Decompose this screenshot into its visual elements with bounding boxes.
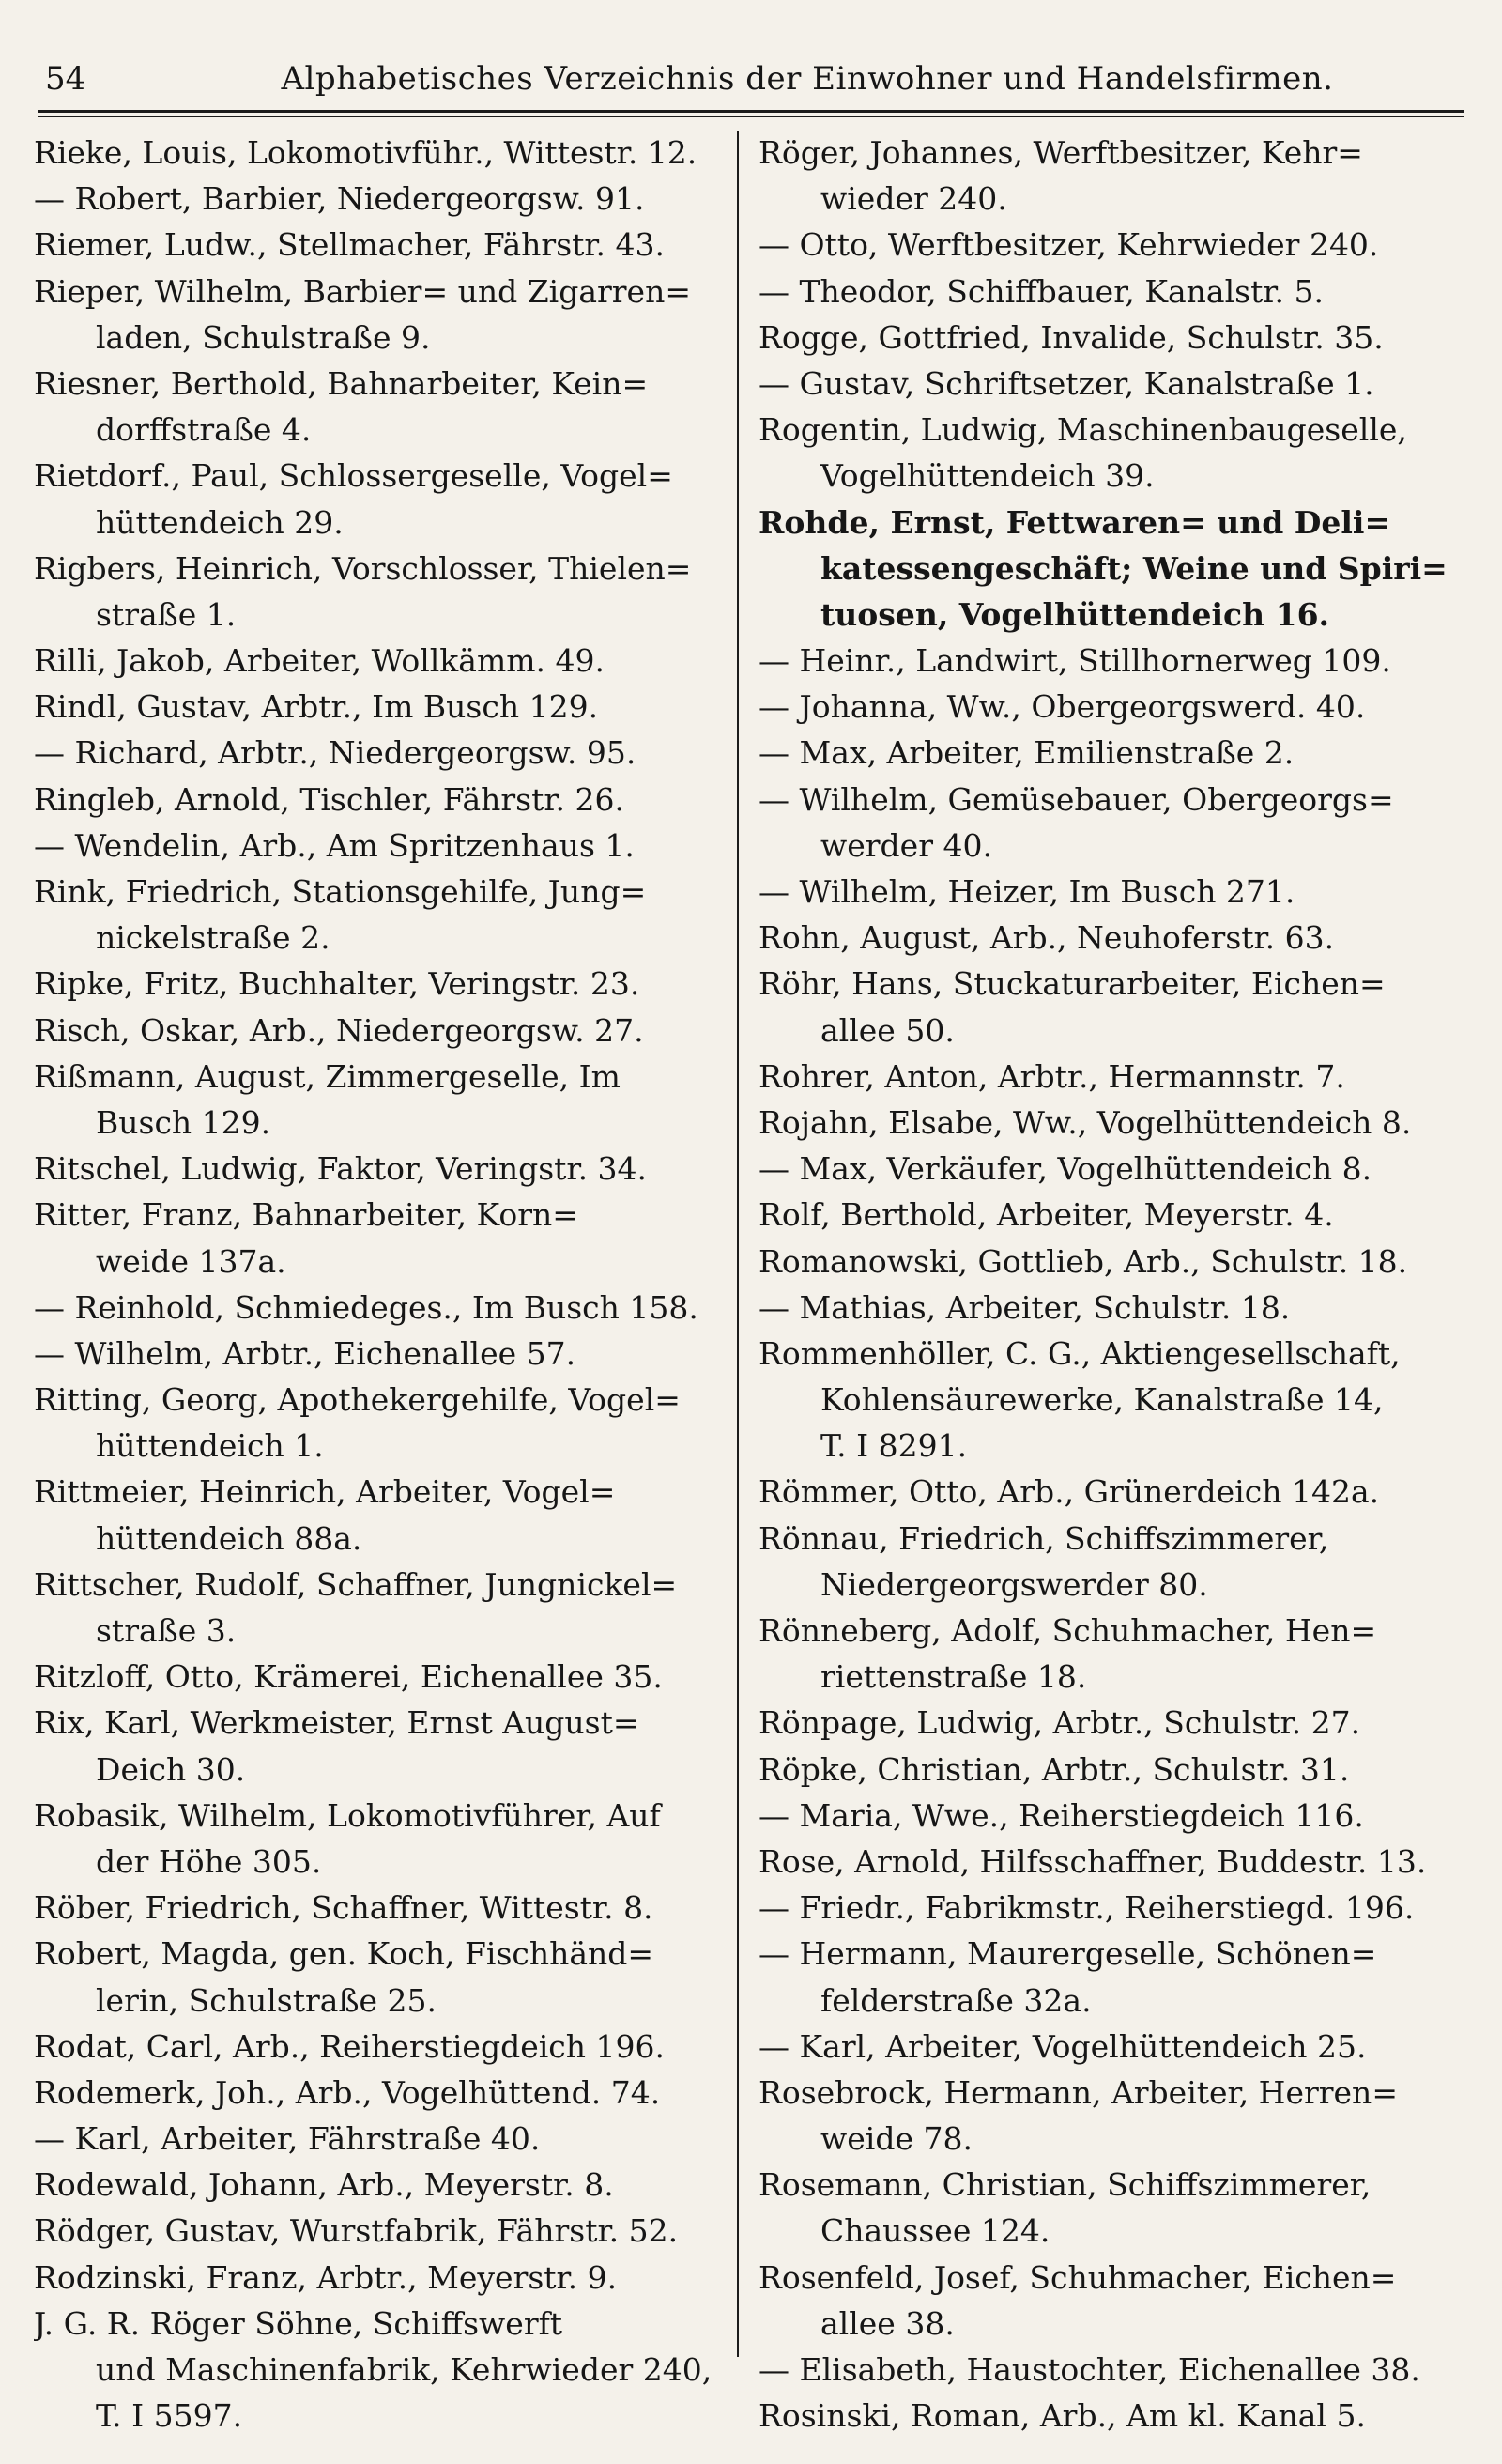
- directory-entry-line: — Otto, Werftbesitzer, Kehrwieder 240.: [759, 226, 1379, 264]
- directory-entry-line: Rodzinski, Franz, Arbtr., Meyerstr. 9.: [34, 2258, 618, 2296]
- entry-continuation-line: und Maschinenfabrik, Kehrwieder 240,: [96, 2351, 713, 2388]
- directory-entry-line: Riemer, Ludw., Stellmacher, Fährstr. 43.: [34, 226, 666, 264]
- directory-entry-line: — Karl, Arbeiter, Fährstraße 40.: [34, 2120, 541, 2158]
- directory-entry-line: Ritzloff, Otto, Krämerei, Eichenallee 35.: [34, 1658, 663, 1696]
- directory-entry-line: Rojahn, Elsabe, Ww., Vogelhüttendeich 8.: [759, 1103, 1412, 1141]
- directory-entry-line: J. G. R. Röger Söhne, Schiffswerft: [34, 2304, 563, 2342]
- entry-continuation-line: lerin, Schulstraße 25.: [96, 1981, 437, 2019]
- column-divider: [737, 131, 739, 2357]
- directory-entry-line: Ripke, Fritz, Buchhalter, Veringstr. 23.: [34, 965, 640, 1003]
- directory-entry-line: — Gustav, Schriftsetzer, Kanalstraße 1.: [759, 364, 1374, 402]
- entry-continuation-line: tuosen, Vogelhüttendeich 16.: [820, 595, 1330, 633]
- directory-entry-line: Rittmeier, Heinrich, Arbeiter, Vogel=: [34, 1473, 616, 1511]
- directory-entry-line: — Mathias, Arbeiter, Schulstr. 18.: [759, 1288, 1291, 1326]
- entry-continuation-line: allee 50.: [820, 1011, 955, 1049]
- directory-entry-line: Rosemann, Christian, Schiffszimmerer,: [759, 2166, 1372, 2204]
- directory-entry-line: Risch, Oskar, Arb., Niedergeorgsw. 27.: [34, 1011, 644, 1049]
- directory-entry-line: Robasik, Wilhelm, Lokomotivführer, Auf: [34, 1796, 661, 1834]
- entry-continuation-line: hüttendeich 1.: [96, 1427, 324, 1465]
- entry-continuation-line: wieder 240.: [820, 180, 1007, 218]
- directory-entry-line: Rigbers, Heinrich, Vorschlosser, Thielen=: [34, 549, 692, 587]
- directory-entry-line: — Heinr., Landwirt, Stillhornerweg 109.: [759, 642, 1391, 680]
- directory-entry-line: Rosenfeld, Josef, Schuhmacher, Eichen=: [759, 2258, 1397, 2296]
- entry-continuation-line: straße 3.: [96, 1612, 237, 1649]
- directory-entry-line: Rosebrock, Hermann, Arbeiter, Herren=: [759, 2073, 1398, 2111]
- directory-entry-line: Rix, Karl, Werkmeister, Ernst August=: [34, 1704, 639, 1742]
- directory-entry-line: Ritting, Georg, Apothekergehilfe, Vogel=: [34, 1381, 681, 1419]
- directory-entry-line: Ritter, Franz, Bahnarbeiter, Korn=: [34, 1196, 578, 1234]
- left-column: [34, 130, 725, 2439]
- directory-entry-line: Rohrer, Anton, Arbtr., Hermannstr. 7.: [759, 1057, 1345, 1095]
- directory-entry-line: Rogge, Gottfried, Invalide, Schulstr. 35.: [759, 318, 1384, 356]
- directory-entry-line: — Reinhold, Schmiedeges., Im Busch 158.: [34, 1288, 698, 1326]
- header-rule-thin: [38, 116, 1464, 117]
- page-header: [45, 49, 1457, 109]
- directory-entry-line: Rose, Arnold, Hilfsschaffner, Buddestr. 13.: [759, 1842, 1427, 1880]
- directory-entry-line: — Robert, Barbier, Niedergeorgsw. 91.: [34, 180, 645, 218]
- entry-continuation-line: der Höhe 305.: [96, 1842, 322, 1880]
- directory-entry-line: — Elisabeth, Haustochter, Eichenallee 38.: [759, 2351, 1420, 2388]
- entry-continuation-line: werder 40.: [820, 826, 992, 864]
- entry-continuation-line: hüttendeich 29.: [96, 503, 344, 541]
- directory-entry-line: Ringleb, Arnold, Tischler, Fährstr. 26.: [34, 780, 624, 818]
- page-number: 54: [45, 60, 86, 98]
- directory-entry-line: Riesner, Berthold, Bahnarbeiter, Kein=: [34, 364, 649, 402]
- directory-entry-line: Romanowski, Gottlieb, Arb., Schulstr. 18.: [759, 1242, 1408, 1280]
- entry-continuation-line: weide 137a.: [96, 1242, 286, 1280]
- directory-entry-line: Rieper, Wilhelm, Barbier= und Zigarren=: [34, 272, 691, 310]
- directory-entry-line: Rohn, August, Arb., Neuhoferstr. 63.: [759, 919, 1335, 957]
- entry-continuation-line: Kohlensäurewerke, Kanalstraße 14,: [820, 1381, 1384, 1419]
- directory-entry-line: Rosinski, Roman, Arb., Am kl. Kanal 5.: [759, 2397, 1366, 2435]
- directory-entry-line: Rommenhöller, C. G., Aktiengesellschaft,: [759, 1334, 1401, 1372]
- directory-entry-line: Röger, Johannes, Werftbesitzer, Kehr=: [759, 134, 1363, 171]
- directory-entry-line: — Theodor, Schiffbauer, Kanalstr. 5.: [759, 272, 1324, 310]
- entry-continuation-line: Chaussee 124.: [820, 2212, 1050, 2250]
- directory-entry-line: — Max, Verkäufer, Vogelhüttendeich 8.: [759, 1150, 1372, 1188]
- right-column: [759, 130, 1449, 2439]
- directory-entry-line: Rodat, Carl, Arb., Reiherstiegdeich 196.: [34, 2027, 665, 2065]
- directory-entry-line: — Friedr., Fabrikmstr., Reiherstiegd. 196.: [759, 1889, 1415, 1927]
- directory-entry-line: Rodewald, Johann, Arb., Meyerstr. 8.: [34, 2166, 614, 2204]
- directory-entry-line: — Karl, Arbeiter, Vogelhüttendeich 25.: [759, 2027, 1367, 2065]
- directory-entry-line: Rißmann, August, Zimmergeselle, Im: [34, 1057, 621, 1095]
- entry-continuation-line: Niedergeorgswerder 80.: [820, 1565, 1208, 1603]
- directory-entry-line: Röber, Friedrich, Schaffner, Wittestr. 8.: [34, 1889, 653, 1927]
- directory-entry-line: Rindl, Gustav, Arbtr., Im Busch 129.: [34, 688, 599, 726]
- directory-entry-line: Rodemerk, Joh., Arb., Vogelhüttend. 74.: [34, 2073, 661, 2111]
- directory-entry-line: Römmer, Otto, Arb., Grünerdeich 142a.: [759, 1473, 1380, 1511]
- directory-entry-line: — Johanna, Ww., Obergeorgswerd. 40.: [759, 688, 1366, 726]
- directory-entry-line: Rogentin, Ludwig, Maschinenbaugeselle,: [759, 411, 1407, 449]
- entry-continuation-line: T. I 8291.: [820, 1427, 968, 1465]
- entry-continuation-line: dorffstraße 4.: [96, 411, 312, 449]
- directory-entry-line: — Wilhelm, Heizer, Im Busch 271.: [759, 873, 1295, 910]
- entry-continuation-line: T. I 5597.: [96, 2397, 243, 2435]
- directory-entry-line: — Max, Arbeiter, Emilienstraße 2.: [759, 734, 1295, 772]
- entry-continuation-line: katessengeschäft; Weine und Spiri=: [820, 549, 1448, 587]
- entry-continuation-line: allee 38.: [820, 2304, 955, 2342]
- directory-entry-line: — Wilhelm, Gemüsebauer, Obergeorgs=: [759, 780, 1394, 818]
- header-rule-thick: [38, 110, 1464, 113]
- entry-continuation-line: laden, Schulstraße 9.: [96, 318, 431, 356]
- directory-entry-line: Rönneberg, Adolf, Schuhmacher, Hen=: [759, 1612, 1377, 1649]
- entry-continuation-line: Vogelhüttendeich 39.: [820, 457, 1155, 495]
- entry-continuation-line: riettenstraße 18.: [820, 1658, 1087, 1696]
- directory-entry-line: Rolf, Berthold, Arbeiter, Meyerstr. 4.: [759, 1196, 1334, 1234]
- running-title: Alphabetisches Verzeichnis der Einwohner und Handelsfirmen.: [281, 60, 1334, 98]
- directory-entry-line: Rieke, Louis, Lokomotivführ., Wittestr. 12.: [34, 134, 697, 171]
- directory-entry-line: — Wendelin, Arb., Am Spritzenhaus 1.: [34, 826, 635, 864]
- directory-entry-line: Rödger, Gustav, Wurstfabrik, Fährstr. 52.: [34, 2212, 679, 2250]
- directory-entry-line: Robert, Magda, gen. Koch, Fischhänd=: [34, 1935, 654, 1973]
- entry-continuation-line: hüttendeich 88a.: [96, 1519, 362, 1557]
- entry-continuation-line: Deich 30.: [96, 1750, 246, 1788]
- directory-entry-line: — Wilhelm, Arbtr., Eichenallee 57.: [34, 1334, 576, 1372]
- entry-continuation-line: weide 78.: [820, 2120, 973, 2158]
- directory-entry-line: — Maria, Wwe., Reiherstiegdeich 116.: [759, 1796, 1364, 1834]
- directory-entry-line: — Hermann, Maurergeselle, Schönen=: [759, 1935, 1377, 1973]
- directory-entry-line: — Richard, Arbtr., Niedergeorgsw. 95.: [34, 734, 636, 772]
- entry-continuation-line: felderstraße 32a.: [820, 1981, 1092, 2019]
- directory-entry-line: Rönpage, Ludwig, Arbtr., Schulstr. 27.: [759, 1704, 1361, 1742]
- directory-entry-line: Röpke, Christian, Arbtr., Schulstr. 31.: [759, 1750, 1350, 1788]
- directory-entry-line: Rietdorf., Paul, Schlossergeselle, Vogel=: [34, 457, 673, 495]
- directory-entry-line: Röhr, Hans, Stuckaturarbeiter, Eichen=: [759, 965, 1386, 1003]
- directory-entry-line: Ritschel, Ludwig, Faktor, Veringstr. 34.: [34, 1150, 648, 1188]
- entry-continuation-line: nickelstraße 2.: [96, 919, 330, 957]
- directory-entry-line: Rink, Friedrich, Stationsgehilfe, Jung=: [34, 873, 647, 910]
- directory-entry-line: Rittscher, Rudolf, Schaffner, Jungnickel=: [34, 1565, 678, 1603]
- entry-continuation-line: Busch 129.: [96, 1103, 271, 1141]
- entry-continuation-line: straße 1.: [96, 595, 237, 633]
- directory-entry-line: Rilli, Jakob, Arbeiter, Wollkämm. 49.: [34, 642, 605, 680]
- directory-entry-line: Rönnau, Friedrich, Schiffszimmerer,: [759, 1519, 1329, 1557]
- directory-entry-line: Rohde, Ernst, Fettwaren= und Deli=: [759, 503, 1391, 541]
